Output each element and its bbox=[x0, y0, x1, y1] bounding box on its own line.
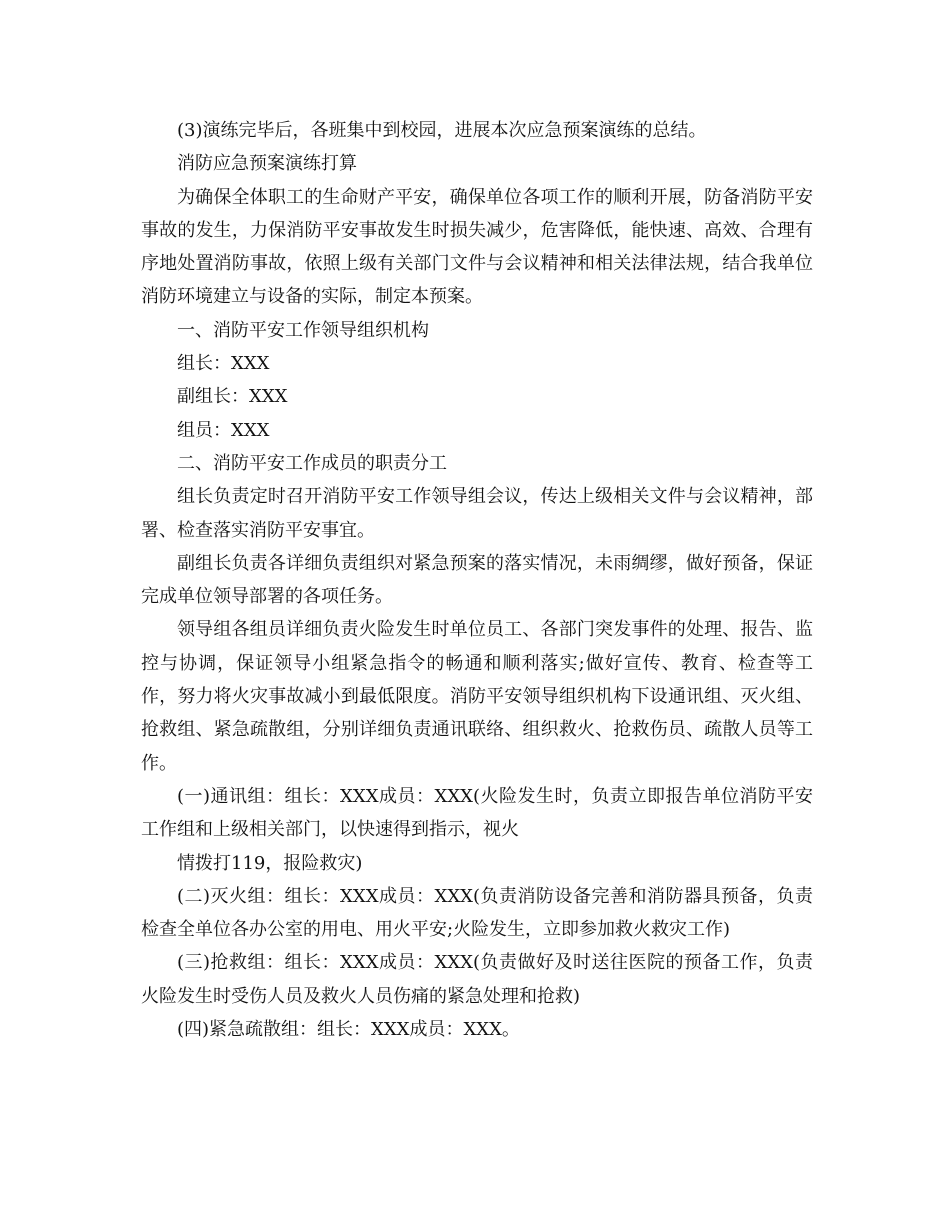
heading-organization: 一、消防平安工作领导组织机构 bbox=[177, 319, 429, 341]
heading-responsibilities: 二、消防平安工作成员的职责分工 bbox=[177, 452, 447, 474]
document-body bbox=[141, 114, 813, 1046]
paragraph-firefighting-group: (二)灭火组：组长：XXX成员：XXX(负责消防设备完善和消防器具预备，负责检查全单位各办公室的用电、用火平安;火险发生，立即参加救火救灾工作) bbox=[141, 885, 813, 941]
paragraph-drill-summary: (3)演练完毕后，各班集中到校园，进展本次应急预案演练的总结。 bbox=[177, 120, 707, 141]
paragraph-member-duties: 领导组各组员详细负责火险发生时单位员工、各部门突发事件的处理、报告、监控与协调，保证领导小组紧急指令的畅通和顺利落实;做好宣传、教育、检查等工作，努力将火灾事故减小到最低限度。消防平安领导组织机构下设通讯组、灭火组、抢救组、紧急疏散组，分别详细负责通讯联络、组织救火、抢救伤员、疏散人员等工作。 bbox=[141, 619, 813, 774]
paragraph-leader-duties: 组长负责定时召开消防平安工作领导组会议，传达上级相关文件与会议精神，部署、检查落实消防平安事宜。 bbox=[141, 486, 813, 541]
paragraph-rescue-group: (三)抢救组：组长：XXX成员：XXX(负责做好及时送往医院的预备工作，负责火险发生时受伤人员及救火人员伤痛的紧急处理和抢救) bbox=[141, 952, 813, 1007]
section-title-fire-drill-plan: 消防应急预案演练打算 bbox=[177, 153, 357, 175]
leader-line: 组长：XXX bbox=[177, 353, 270, 375]
deputy-leader-line: 副组长：XXX bbox=[177, 386, 288, 408]
paragraph-communication-group-cont: 情拨打119，报险救灾) bbox=[177, 852, 363, 874]
paragraph-communication-group: (一)通讯组：组长：XXX成员：XXX(火险发生时，负责立即报告单位消防平安工作组和上级相关部门，以快速得到指示，视火 bbox=[141, 785, 813, 841]
paragraph-purpose: 为确保全体职工的生命财产平安，确保单位各项工作的顺利开展，防备消防平安事故的发生，力保消防平安事故发生时损失减少，危害降低，能快速、高效、合理有序地处置消防事故，依照上级有关部门文件与会议精神和相关法律法规，结合我单位消防环境建立与设备的实际，制定本预案。 bbox=[141, 186, 813, 308]
paragraph-evacuation-group: (四)紧急疏散组：组长：XXX成员：XXX。 bbox=[177, 1019, 520, 1041]
member-line: 组员：XXX bbox=[177, 419, 270, 441]
paragraph-deputy-duties: 副组长负责各详细负责组织对紧急预案的落实情况，未雨绸缪，做好预备，保证完成单位领导部署的各项任务。 bbox=[141, 552, 813, 608]
